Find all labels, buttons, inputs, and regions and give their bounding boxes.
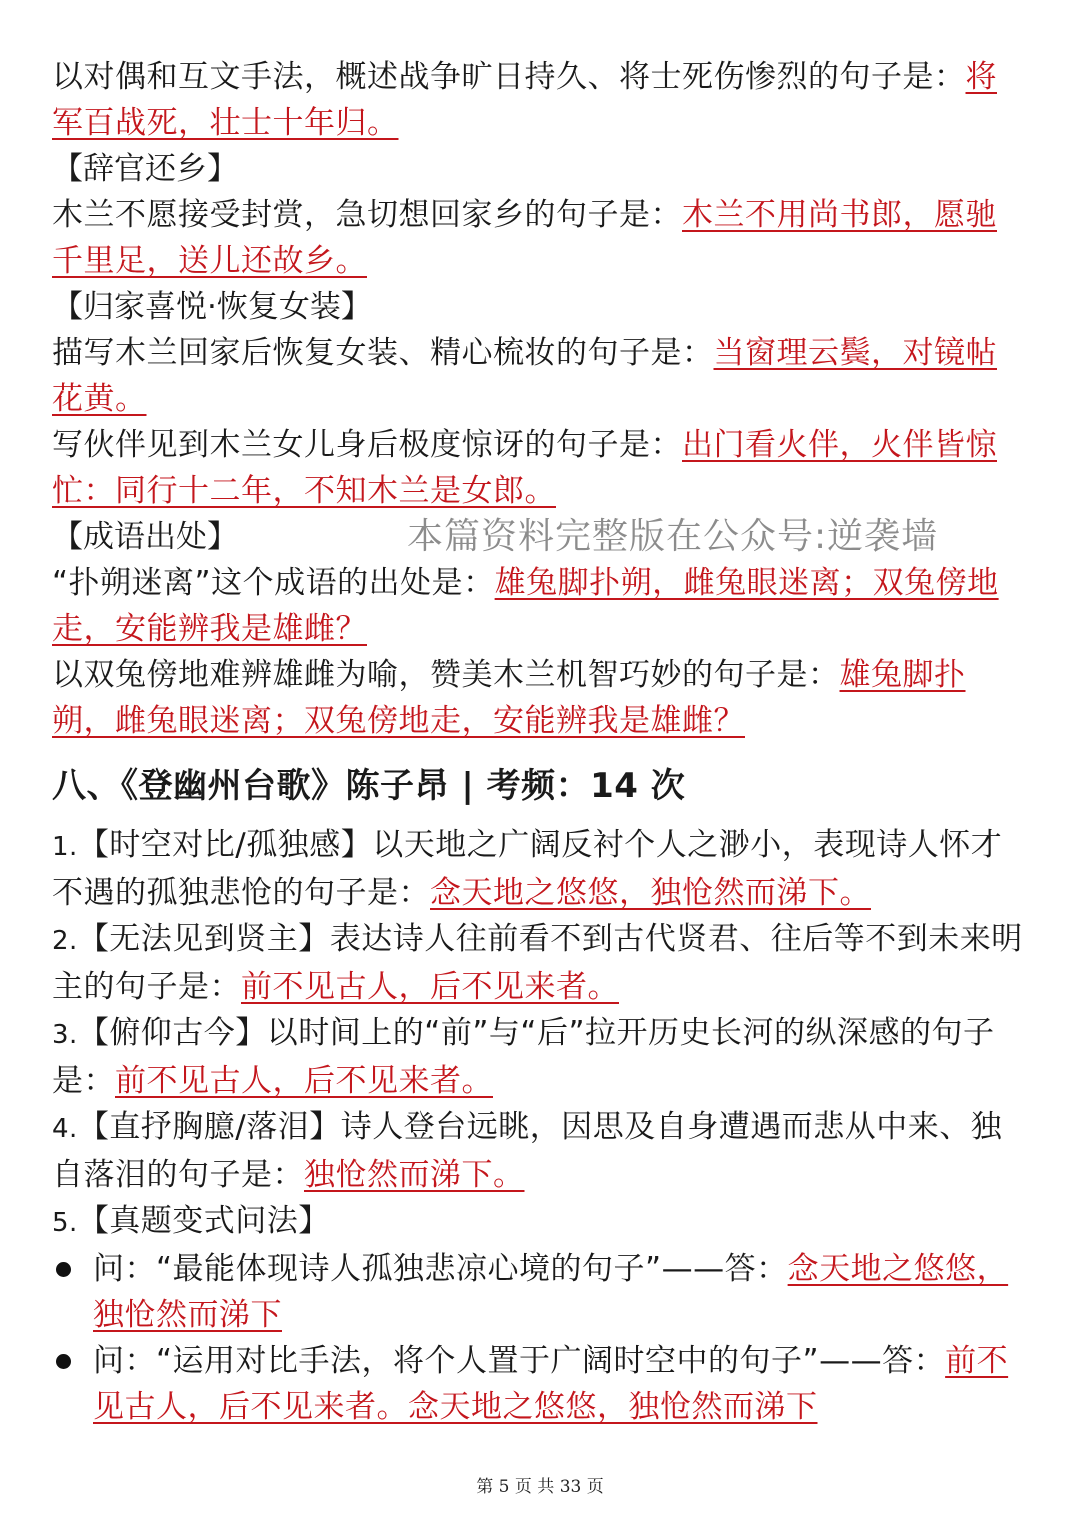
answer-text: 前不见古人，后不见来者。念天地之悠悠，独怆然而涕下 xyxy=(93,1343,1009,1425)
question-text: 以对偶和互文手法，概述战争旷日持久、将士死伤惨烈的句子是： xyxy=(52,59,966,95)
numbered-item xyxy=(52,1198,1028,1246)
answer-text: 雄兔脚扑朔，雌兔眼迷离；双兔傍地走，安能辨我是雄雌？ xyxy=(52,565,999,647)
item-number: 3. xyxy=(52,1020,78,1050)
answer-text: 前不见古人，后不见来者。 xyxy=(241,969,619,1005)
question-text: 写伙伴见到木兰女儿身后极度惊讶的句子是： xyxy=(52,427,682,463)
answer-text: 当窗理云鬓，对镜帖花黄。 xyxy=(52,335,997,417)
answer-text: 木兰不用尚书郎，愿驰千里足，送儿还故乡。 xyxy=(52,197,997,279)
section-row xyxy=(52,514,1028,560)
item-text: 【时空对比/孤独感】以天地之广阔反衬个人之渺小，表现诗人怀才不遇的孤独悲怆的句子是： xyxy=(52,827,1003,911)
question-paragraph xyxy=(52,54,1028,146)
section-label: 【成语出处】 xyxy=(52,519,238,555)
answer-text: 出门看火伴，火伴皆惊忙：同行十二年，不知木兰是女郎。 xyxy=(52,427,997,509)
answer-text: 将军百战死，壮士十年归。 xyxy=(52,59,997,141)
item-number: 4. xyxy=(52,1114,78,1144)
numbered-item xyxy=(52,916,1028,1010)
question-paragraph xyxy=(52,192,1028,284)
answer-text: 念天地之悠悠，独怆然而涕下。 xyxy=(430,875,871,911)
question-text: 以双兔傍地难辨雄雌为喻，赞美木兰机智巧妙的句子是： xyxy=(52,657,840,693)
page-footer: 第 5 页 共 33 页 xyxy=(476,1477,604,1497)
question-text: 描写木兰回家后恢复女装、精心梳妆的句子是： xyxy=(52,335,714,371)
question-paragraph xyxy=(52,560,1028,652)
section-label: 【辞官还乡】 xyxy=(52,151,238,187)
question-text: 问：“最能体现诗人孤独悲凉心境的句子”——答： xyxy=(93,1251,788,1287)
watermark-text: 本篇资料完整版在公众号:逆袭墙 xyxy=(407,516,939,557)
question-text: 木兰不愿接受封赏，急切想回家乡的句子是： xyxy=(52,197,682,233)
question-paragraph xyxy=(52,330,1028,422)
item-text: 【真题变式问法】 xyxy=(77,1203,330,1239)
document-page xyxy=(52,54,1028,1430)
numbered-item xyxy=(52,1010,1028,1104)
question-paragraph xyxy=(52,422,1028,514)
bullet-dot-icon xyxy=(56,1354,71,1369)
answer-text: 前不见古人，后不见来者。 xyxy=(115,1063,493,1099)
question-paragraph xyxy=(52,652,1028,744)
bullet-text xyxy=(93,1338,1028,1430)
section-label: 【归家喜悦·恢复女装】 xyxy=(52,289,372,325)
answer-text: 独怆然而涕下。 xyxy=(304,1157,525,1193)
answer-text: 雄兔脚扑朔，雌兔眼迷离；双兔傍地走，安能辨我是雄雌？ xyxy=(52,657,966,739)
answer-text: 念天地之悠悠，独怆然而涕下 xyxy=(93,1251,1009,1333)
section-heading: 八、《登幽州台歌》陈子昂 | 考频：14 次 xyxy=(52,766,686,806)
bullet-item xyxy=(52,1246,1028,1338)
item-text: 【无法见到贤主】表达诗人往前看不到古代贤君、往后等不到未来明主的句子是： xyxy=(52,921,1023,1005)
item-number: 2. xyxy=(52,926,78,956)
question-text: “扑朔迷离”这个成语的出处是： xyxy=(52,565,495,601)
item-text: 【直抒胸臆/落泪】诗人登台远眺，因思及自身遭遇而悲从中来、独自落泪的句子是： xyxy=(52,1109,1003,1193)
item-number: 1. xyxy=(52,832,78,862)
item-number: 5. xyxy=(52,1208,78,1238)
bullet-item xyxy=(52,1338,1028,1430)
question-text: 问：“运用对比手法，将个人置于广阔时空中的句子”——答： xyxy=(93,1343,946,1379)
numbered-item xyxy=(52,822,1028,916)
item-text: 【俯仰古今】以时间上的“前”与“后”拉开历史长河的纵深感的句子是： xyxy=(52,1015,995,1099)
bullet-dot-icon xyxy=(56,1262,71,1277)
numbered-item xyxy=(52,1104,1028,1198)
bullet-text xyxy=(93,1246,1028,1338)
